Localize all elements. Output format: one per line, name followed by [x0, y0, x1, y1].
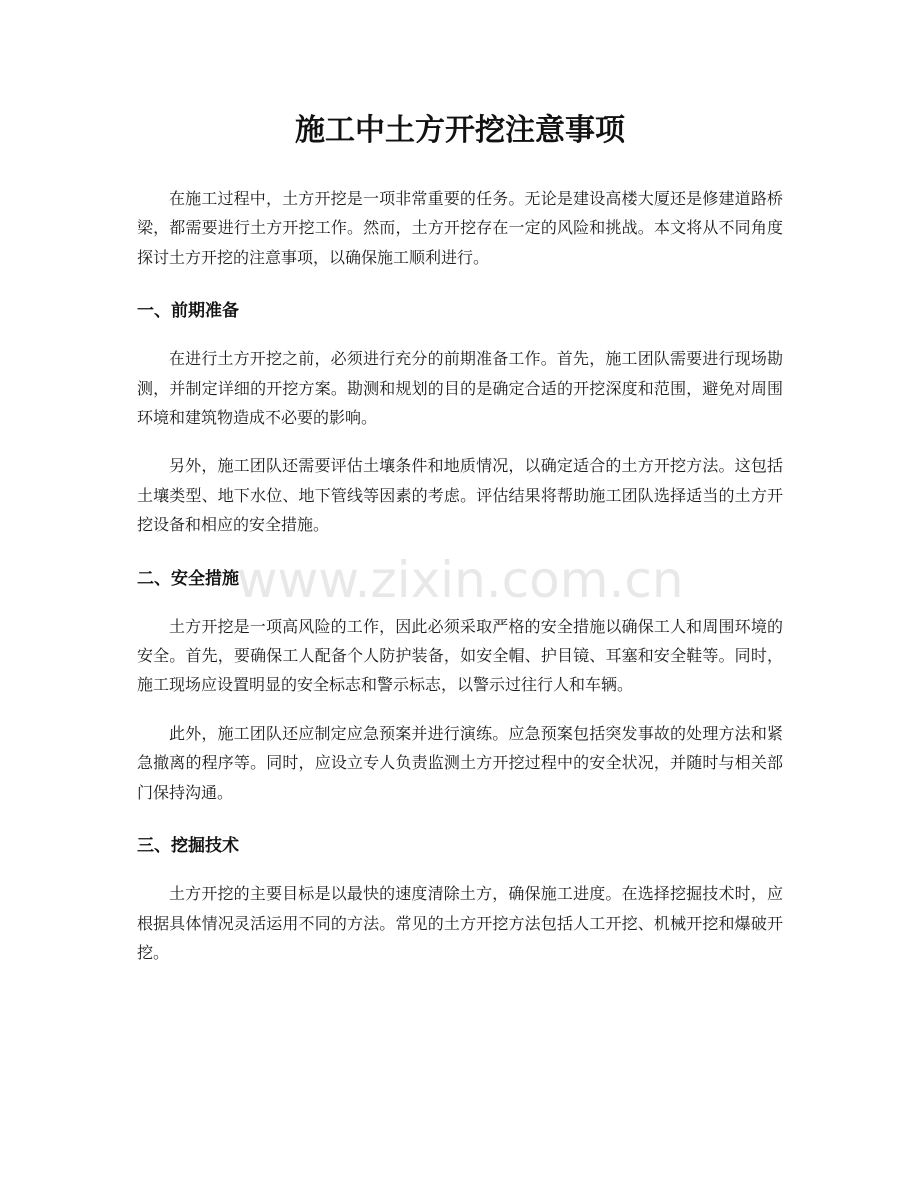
section-paragraph: 此外，施工团队还应制定应急预案并进行演练。应急预案包括突发事故的处理方法和紧急撤离的程序等。同时，应设立专人负责监测土方开挖过程中的安全状况，并随时与相关部门保持沟通。 [137, 723, 783, 802]
document-body [137, 100, 783, 967]
section-paragraph: 另外，施工团队还需要评估土壤条件和地质情况，以确定适合的土方开挖方法。这包括土壤类型、地下水位、地下管线等因素的考虑。评估结果将帮助施工团队选择适当的土方开挖设备和相应的安全措施。 [137, 456, 783, 535]
section-paragraph: 土方开挖是一项高风险的工作，因此必须采取严格的安全措施以确保工人和周围环境的安全。首先，要确保工人配备个人防护装备，如安全帽、护目镜、耳塞和安全鞋等。同时，施工现场应设置明显的安全标志和警示标志，以警示过往行人和车辆。 [137, 616, 783, 695]
intro-paragraph: 在施工过程中，土方开挖是一项非常重要的任务。无论是建设高楼大厦还是修建道路桥梁，都需要进行土方开挖工作。然而，土方开挖存在一定的风险和挑战。本文将从不同角度探讨土方开挖的注意事项，以确保施工顺利进行。 [137, 189, 783, 267]
page-title: 施工中土方开挖注意事项 [295, 113, 625, 148]
watermark-text: www.zixin.com.cn [236, 551, 684, 609]
section-heading-safety: 二、安全措施 [137, 568, 239, 589]
section-heading-excavation: 三、挖掘技术 [137, 836, 239, 857]
section-paragraph: 土方开挖的主要目标是以最快的速度清除土方，确保施工进度。在选择挖掘技术时，应根据具体情况灵活运用不同的方法。常见的土方开挖方法包括人工开挖、机械开挖和爆破开挖。 [137, 884, 783, 962]
section-paragraph: 在进行土方开挖之前，必须进行充分的前期准备工作。首先，施工团队需要进行现场勘测，并制定详细的开挖方案。勘测和规划的目的是确定合适的开挖深度和范围，避免对周围环境和建筑物造成不必要的影响。 [137, 349, 783, 428]
section-heading-preparation: 一、前期准备 [137, 301, 239, 322]
